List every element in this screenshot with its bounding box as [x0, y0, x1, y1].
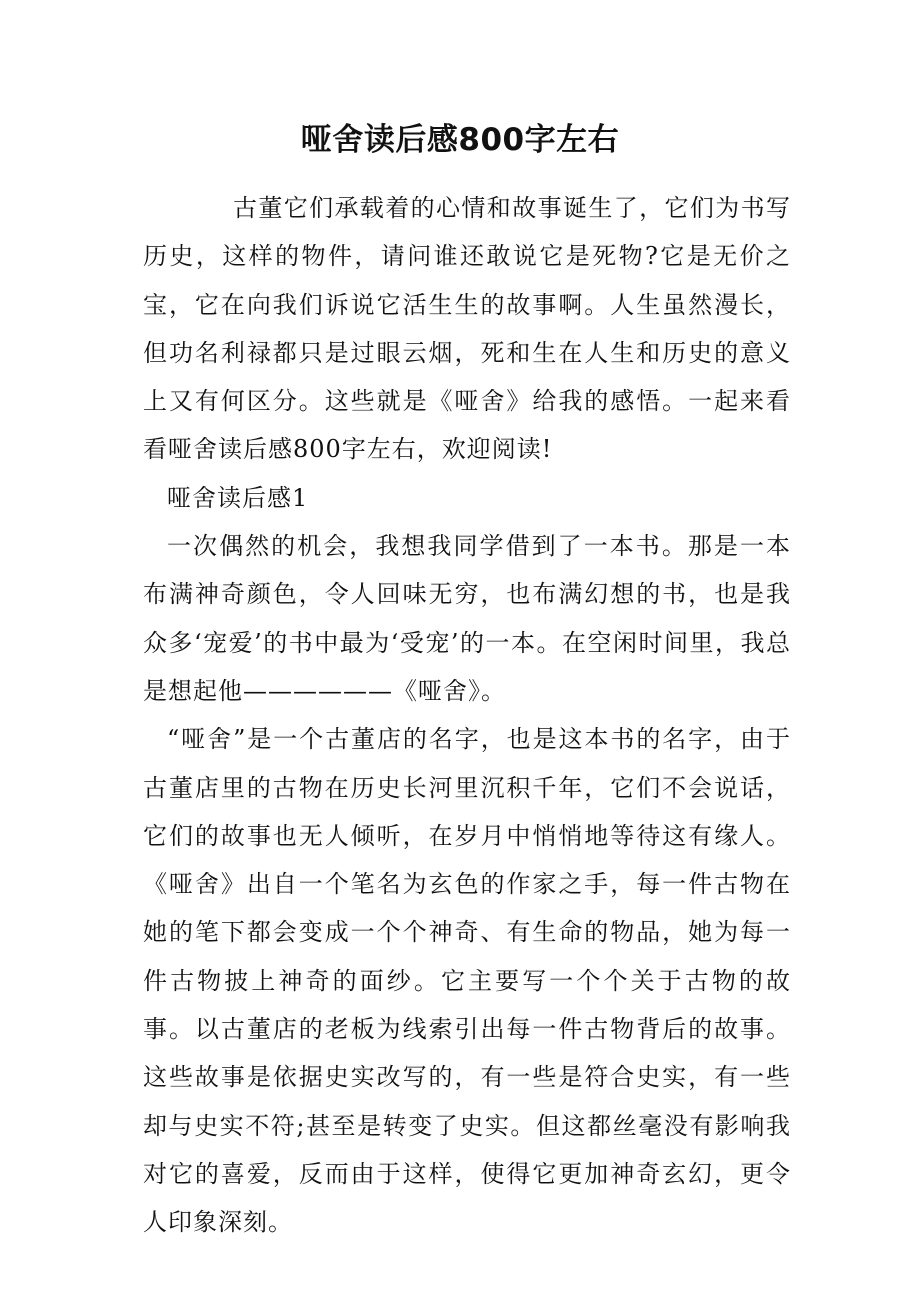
- document-title: 哑舍读后感800字左右: [300, 122, 620, 158]
- section-heading: 哑舍读后感1: [167, 483, 309, 512]
- body-paragraph-1: 一次偶然的机会，我想我同学借到了一本书。那是一本布满神奇颜色，令人回味无穷，也布满幻想的书，也是我众多‘宠爱’的书中最为‘受宠’的一本。在空闲时间里，我总是想起他——————《哑舍》。: [143, 532, 791, 705]
- intro-paragraph: 古董它们承载着的心情和故事诞生了，它们为书写历史，这样的物件，请问谁还敢说它是死物?它是无价之宝，它在向我们诉说它活生生的故事啊。人生虽然漫长，但功名利禄都只是过眼云烟，死和生在人生和历史的意义上又有何区分。这些就是《哑舍》给我的感悟。一起来看看哑舍读后感800字左右，欢迎阅读!: [143, 194, 791, 464]
- body-paragraph-2: “哑舍”是一个古董店的名字，也是这本书的名字，由于古董店里的古物在历史长河里沉积千年，它们不会说话，它们的故事也无人倾听，在岁月中悄悄地等待这有缘人。《哑舍》出自一个笔名为玄色的作家之手，每一件古物在她的笔下都会变成一个个神奇、有生命的物品，她为每一件古物披上神奇的面纱。它主要写一个个关于古物的故事。以古董店的老板为线索引出每一件古物背后的故事。这些故事是依据史实改写的，有一些是符合史实，有一些却与史实不符;甚至是转变了史实。但这都丝毫没有影响我对它的喜爱，反而由于这样，使得它更加神奇玄幻，更令人印象深刻。: [143, 725, 791, 1237]
- document-body: [143, 184, 791, 1247]
